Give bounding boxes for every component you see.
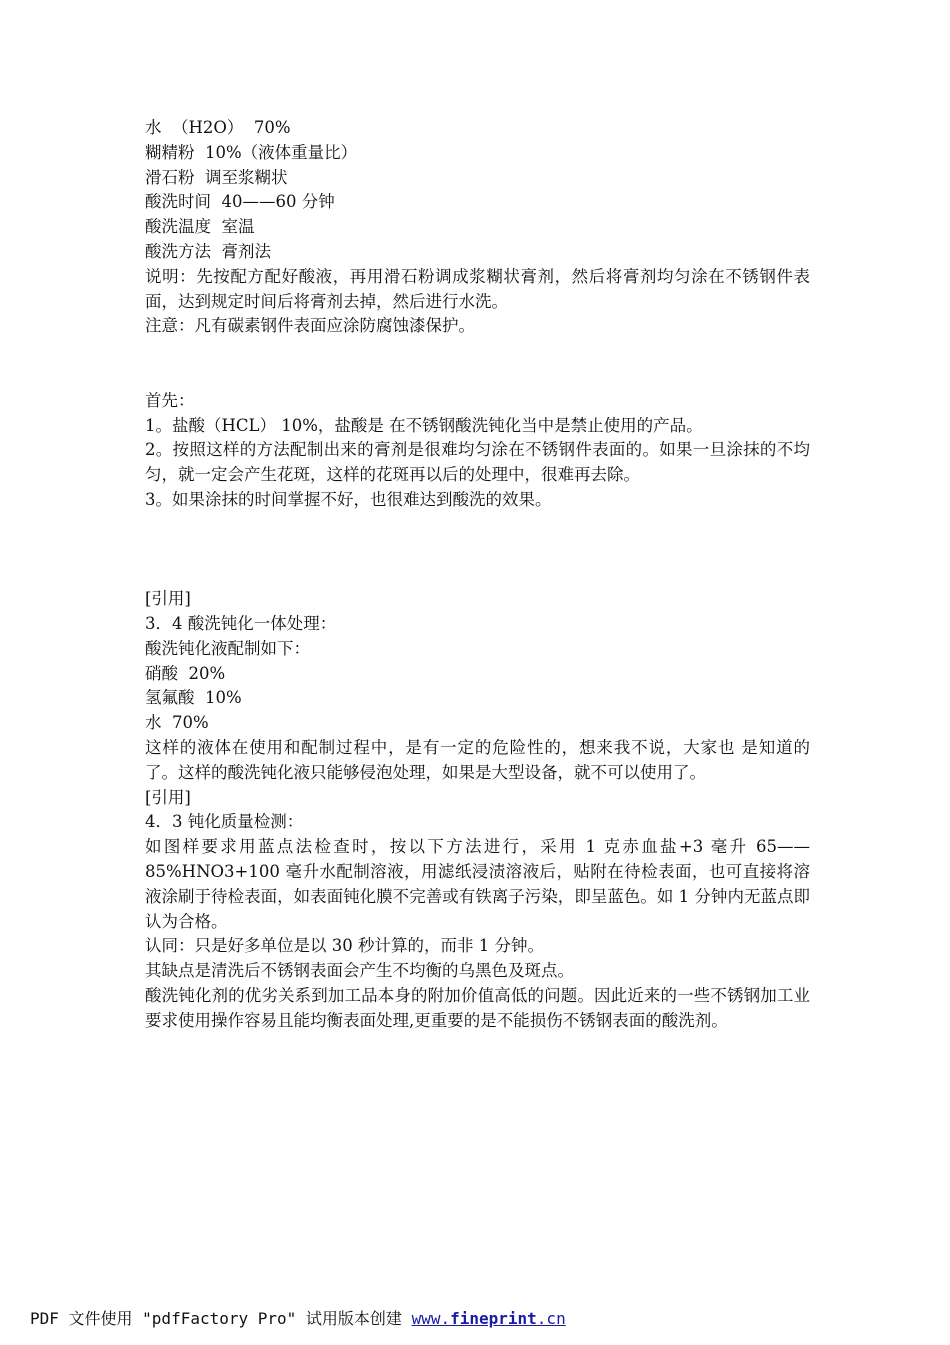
recipe-line-method: 酸洗方法 膏剂法 xyxy=(145,241,271,261)
blue-dot-method-paragraph: 如图样要求用蓝点法检查时，按以下方法进行，采用 1 克赤血盐+3 毫升 65——85%HNO3+100 毫升水配制溶液，用滤纸浸渍溶液后，贴附在待检表面，也可直接将溶液涂刷于待检表面，如表面钝化膜不完善或有铁离子污染，即呈蓝色。如 1 分钟内无蓝点即认为合格。 xyxy=(145,837,810,931)
summary-paragraph: 酸洗钝化剂的优劣关系到加工品本身的附加价值高低的问题。因此近来的一些不锈钢加工业要求使用操作容易且能均衡表面处理,更重要的是不能损伤不锈钢表面的酸洗剂。 xyxy=(145,985,810,1030)
pdf-footer xyxy=(30,1308,566,1330)
critique-item-1: 1。盐酸（HCL） 10%，盐酸是 在不锈钢酸洗钝化当中是禁止使用的产品。 xyxy=(145,415,703,435)
recipe-line-temperature: 酸洗温度 室温 xyxy=(145,217,255,237)
footer-text: PDF 文件使用 "pdfFactory Pro" 试用版本创建 xyxy=(30,1309,412,1328)
drawback-line: 其缺点是清洗后不锈钢表面会产生不均衡的乌黑色及斑点。 xyxy=(145,961,574,981)
recipe-line-talc: 滑石粉 调至浆糊状 xyxy=(145,167,288,187)
caution-paragraph: 注意：凡有碳素钢件表面应涂防腐蚀漆保护。 xyxy=(145,316,475,336)
critique-heading: 首先： xyxy=(145,390,195,410)
document-body xyxy=(145,116,810,1033)
recipe-line-hydrofluoric-acid: 氢氟酸 10% xyxy=(145,688,242,708)
section-title-4-3: 4．3 钝化质量检测： xyxy=(145,812,304,832)
recipe-line-time: 酸洗时间 40——60 分钟 xyxy=(145,192,335,212)
fineprint-link[interactable]: www.fineprint.cn xyxy=(411,1309,566,1328)
solution-subtitle: 酸洗钝化液配制如下： xyxy=(145,638,310,658)
spacer xyxy=(145,339,810,389)
section-critique xyxy=(145,389,810,513)
recipe-line-water: 水 （H2O） 70% xyxy=(145,118,291,137)
section-title-3-4: 3．4 酸洗钝化一体处理： xyxy=(145,613,337,633)
recipe-line-nitric-acid: 硝酸 20% xyxy=(145,663,226,683)
quote-marker: [引用] xyxy=(145,787,191,807)
recipe-line-water-2: 水 70% xyxy=(145,713,209,733)
agree-line: 认同：只是好多单位是以 30 秒计算的，而非 1 分钟。 xyxy=(145,936,544,956)
critique-item-3: 3。如果涂抹的时间掌握不好，也很难达到酸洗的效果。 xyxy=(145,489,552,509)
explanation-paragraph: 说明：先按配方配好酸液，再用滑石粉调成浆糊状膏剂，然后将膏剂均匀涂在不锈钢件表面，达到规定时间后将膏剂去掉，然后进行水洗。 xyxy=(145,266,810,311)
quote-marker: [引用] xyxy=(145,589,191,609)
critique-item-2: 2。按照这样的方法配制出来的膏剂是很难均匀涂在不锈钢件表面的。如果一旦涂抹的不均匀，就一定会产生花斑，这样的花斑再以后的处理中，很难再去除。 xyxy=(145,440,810,485)
danger-comment-paragraph: 这样的液体在使用和配制过程中，是有一定的危险性的，想来我不说，大家也 是知道的了。这样的酸洗钝化液只能够侵泡处理，如果是大型设备，就不可以使用了。 xyxy=(145,737,810,782)
section-pickling-passivation xyxy=(145,587,810,1033)
recipe-line-dextrin: 糊精粉 10%（液体重量比） xyxy=(145,142,358,162)
spacer xyxy=(145,513,810,587)
section-recipe-paste xyxy=(145,116,810,339)
